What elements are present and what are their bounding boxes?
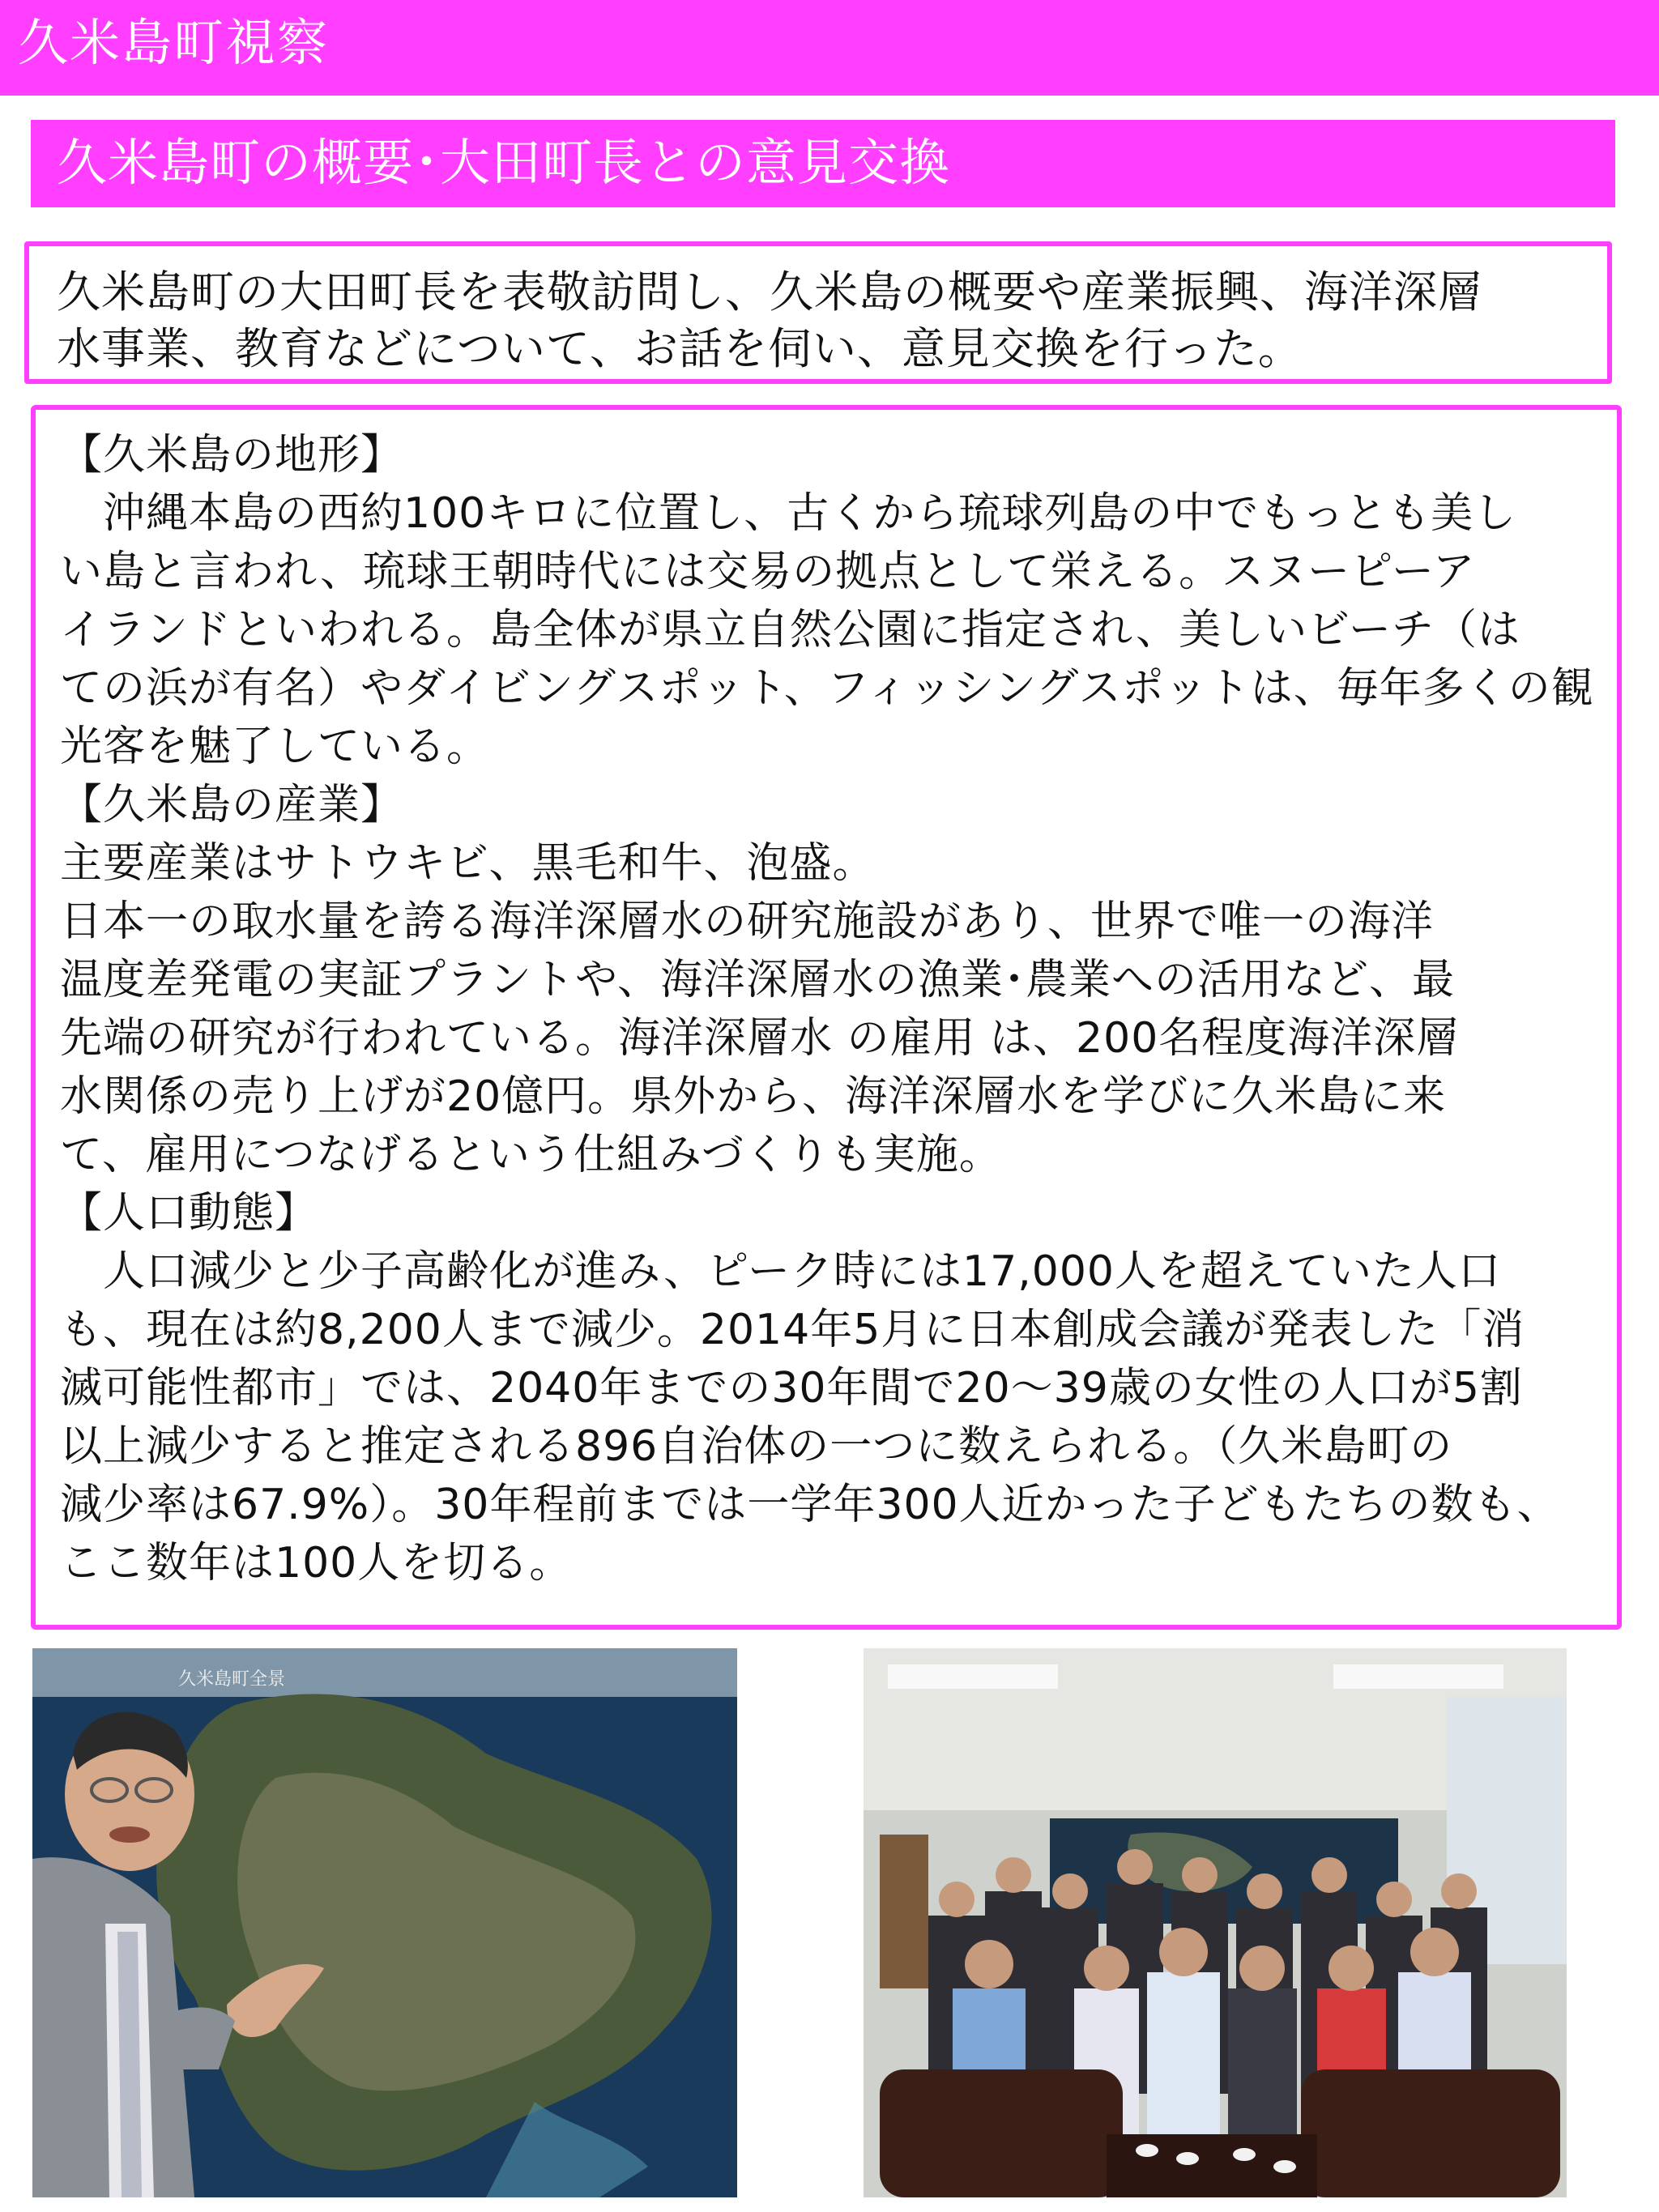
detail-line: 温度差発電の実証プラントや、海洋深層水の漁業･農業への活用など、最 xyxy=(60,956,1455,1004)
page-header xyxy=(0,0,1659,96)
page-title: 久米島町視察 xyxy=(18,13,330,72)
photo-mayor-map xyxy=(32,1648,737,2197)
heading-population: 【人口動態】 xyxy=(60,1189,318,1238)
detail-line: 滅可能性都市」では、2040年までの30年間で20～39歳の女性の人口が5割 xyxy=(60,1364,1523,1413)
detail-line: 減少率は67.9%）。30年程前までは一学年300人近かった子どもたちの数も、 xyxy=(60,1481,1560,1529)
detail-line: 人口減少と少子高齢化が進み、ピーク時には17,000人を超えていた人口 xyxy=(60,1247,1501,1296)
heading-terrain: 【久米島の地形】 xyxy=(60,431,404,479)
section-title: 久米島町の概要･大田町長との意見交換 xyxy=(57,133,951,192)
detail-line: 光客を魅了している。 xyxy=(60,722,490,771)
detail-line: 沖縄本島の西約100キロに位置し、古くから琉球列島の中でもっとも美し xyxy=(60,489,1517,538)
detail-line: イランドといわれる。島全体が県立自然公園に指定され、美しいビーチ（は xyxy=(60,606,1521,654)
heading-industry: 【久米島の産業】 xyxy=(60,781,404,829)
detail-line: ての浜が有名）やダイビングスポット、フィッシングスポットは、毎年多くの観 xyxy=(60,664,1594,713)
detail-line: 日本一の取水量を誇る海洋深層水の研究施設があり、世界で唯一の海洋 xyxy=(60,897,1435,946)
summary-line: 久米島町の大田町長を表敬訪問し、久米島の概要や産業振興、海洋深層 xyxy=(57,266,1482,318)
detail-box xyxy=(31,405,1622,1630)
detail-line: ここ数年は100人を切る。 xyxy=(60,1539,573,1588)
map-caption: 久米島町全景 xyxy=(178,1669,286,1689)
section-header xyxy=(31,120,1615,207)
summary-box xyxy=(24,241,1612,384)
summary-line: 水事業、教育などについて、お話を伺い、意見交換を行った。 xyxy=(57,323,1303,374)
photo-group-image xyxy=(864,1648,1567,2197)
photo-mayor-map-image xyxy=(32,1648,737,2197)
detail-line: 先端の研究が行われている。海洋深層水 の雇用 は、200名程度海洋深層 xyxy=(60,1014,1460,1063)
detail-line: 水関係の売り上げが20億円。県外から、海洋深層水を学びに久米島に来 xyxy=(60,1072,1447,1121)
detail-line: て、雇用につなげるという仕組みづくりも実施。 xyxy=(60,1131,1002,1179)
detail-line: い島と言われ、琉球王朝時代には交易の拠点として栄える。スヌーピーア xyxy=(60,548,1476,596)
detail-line: も、現在は約8,200人まで減少。2014年5月に日本創成会議が発表した「消 xyxy=(60,1306,1525,1354)
detail-line: 主要産業はサトウキビ、黒毛和牛、泡盛。 xyxy=(60,839,876,888)
detail-line: 以上減少すると推定される896自治体の一つに数えられる。（久米島町の xyxy=(60,1422,1453,1471)
photo-group xyxy=(864,1648,1567,2197)
